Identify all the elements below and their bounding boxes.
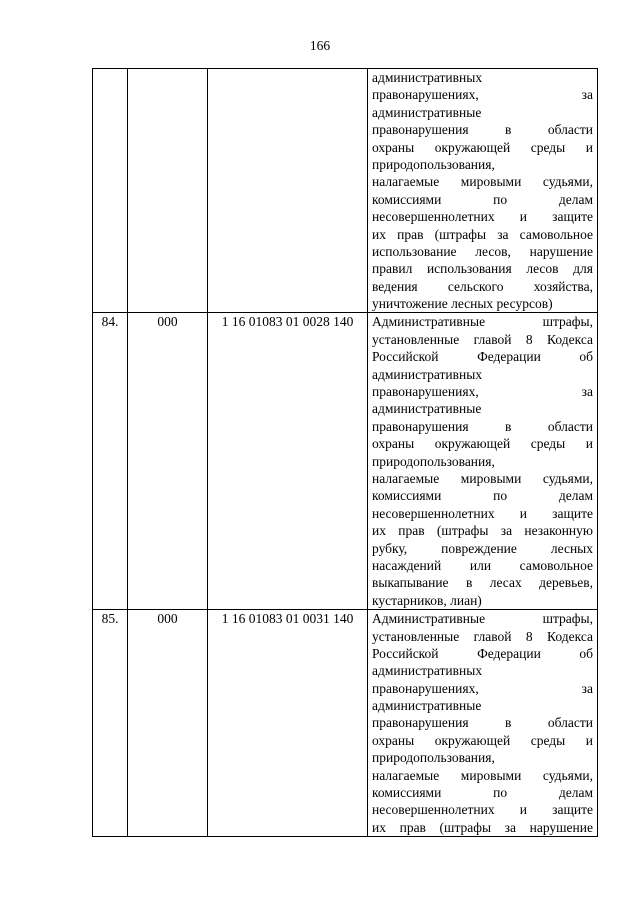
description-line: их прав (штрафы за нарушение [372, 819, 593, 835]
description-line: административных [372, 366, 483, 382]
budget-code-cell: 1 16 01083 01 0031 140 [208, 610, 368, 837]
description-line: установленные главой 8 Кодекса [372, 628, 593, 644]
admin-code-cell [128, 69, 208, 313]
table-row [93, 69, 598, 313]
description-line: их прав (штрафы за незаконную [372, 523, 593, 539]
description-line: рубку, повреждение лесных [372, 540, 593, 556]
description-line: Административные штрафы, [372, 314, 593, 330]
description-line: природопользования, [372, 750, 495, 766]
budget-code-cell [208, 69, 368, 313]
description-line: уничтожение лесных ресурсов) [372, 296, 553, 312]
description-line: административные [372, 104, 482, 120]
description-line: насаждений или самовольное [372, 557, 593, 573]
description-line: правонарушения в области [372, 418, 593, 434]
description-line: административных [372, 70, 483, 85]
description-line: комиссиями по делам [372, 785, 593, 801]
description-line: природопользования, [372, 156, 495, 172]
description-line: правонарушения в области [372, 715, 593, 731]
description-line: их прав (штрафы за самовольное [372, 226, 593, 242]
description-line: несовершеннолетних и защите [372, 505, 593, 521]
table-row [93, 313, 598, 610]
description-line: охраны окружающей среды и [372, 436, 593, 452]
description-line: правонарушения в области [372, 122, 593, 138]
page-number: 166 [309, 38, 331, 53]
description-line: административные [372, 698, 482, 714]
budget-code-table [92, 68, 598, 837]
description-line: правонарушениях, за [372, 384, 593, 400]
budget-code-cell: 1 16 01083 01 0028 140 [208, 313, 368, 610]
description-line: налагаемые мировыми судьями, [372, 174, 593, 190]
description-cell [368, 69, 598, 313]
table-row [93, 610, 598, 837]
description-line: административных [372, 663, 483, 679]
description-line: ведения сельского хозяйства, [372, 278, 593, 294]
description-line: налагаемые мировыми судьями, [372, 470, 593, 486]
description-line: правонарушениях, за [372, 87, 593, 103]
row-number-cell [93, 69, 128, 313]
description-line: выкапывание в лесах деревьев, [372, 575, 593, 591]
admin-code-cell: 000 [128, 313, 208, 610]
description-line: Административные штрафы, [372, 611, 593, 627]
description-line: несовершеннолетних и защите [372, 209, 593, 225]
description-line: административные [372, 401, 482, 417]
description-line: кустарников, лиан) [372, 592, 482, 608]
description-line: природопользования, [372, 453, 495, 469]
description-line: несовершеннолетних и защите [372, 802, 593, 818]
description-line: налагаемые мировыми судьями, [372, 767, 593, 783]
description-cell [368, 313, 598, 610]
description-line: охраны окружающей среды и [372, 732, 593, 748]
description-line: комиссиями по делам [372, 191, 593, 207]
description-line: использование лесов, нарушение [372, 243, 593, 259]
description-line: правонарушениях, за [372, 680, 593, 696]
admin-code-cell: 000 [128, 610, 208, 837]
description-line: Российской Федерации об [372, 349, 593, 365]
description-line: охраны окружающей среды и [372, 139, 593, 155]
description-line: Российской Федерации об [372, 645, 593, 661]
description-line: установленные главой 8 Кодекса [372, 331, 593, 347]
row-number-cell: 84. [93, 313, 128, 610]
description-line: правил использования лесов для [372, 261, 593, 277]
description-line: комиссиями по делам [372, 488, 593, 504]
row-number-cell: 85. [93, 610, 128, 837]
description-cell [368, 610, 598, 837]
